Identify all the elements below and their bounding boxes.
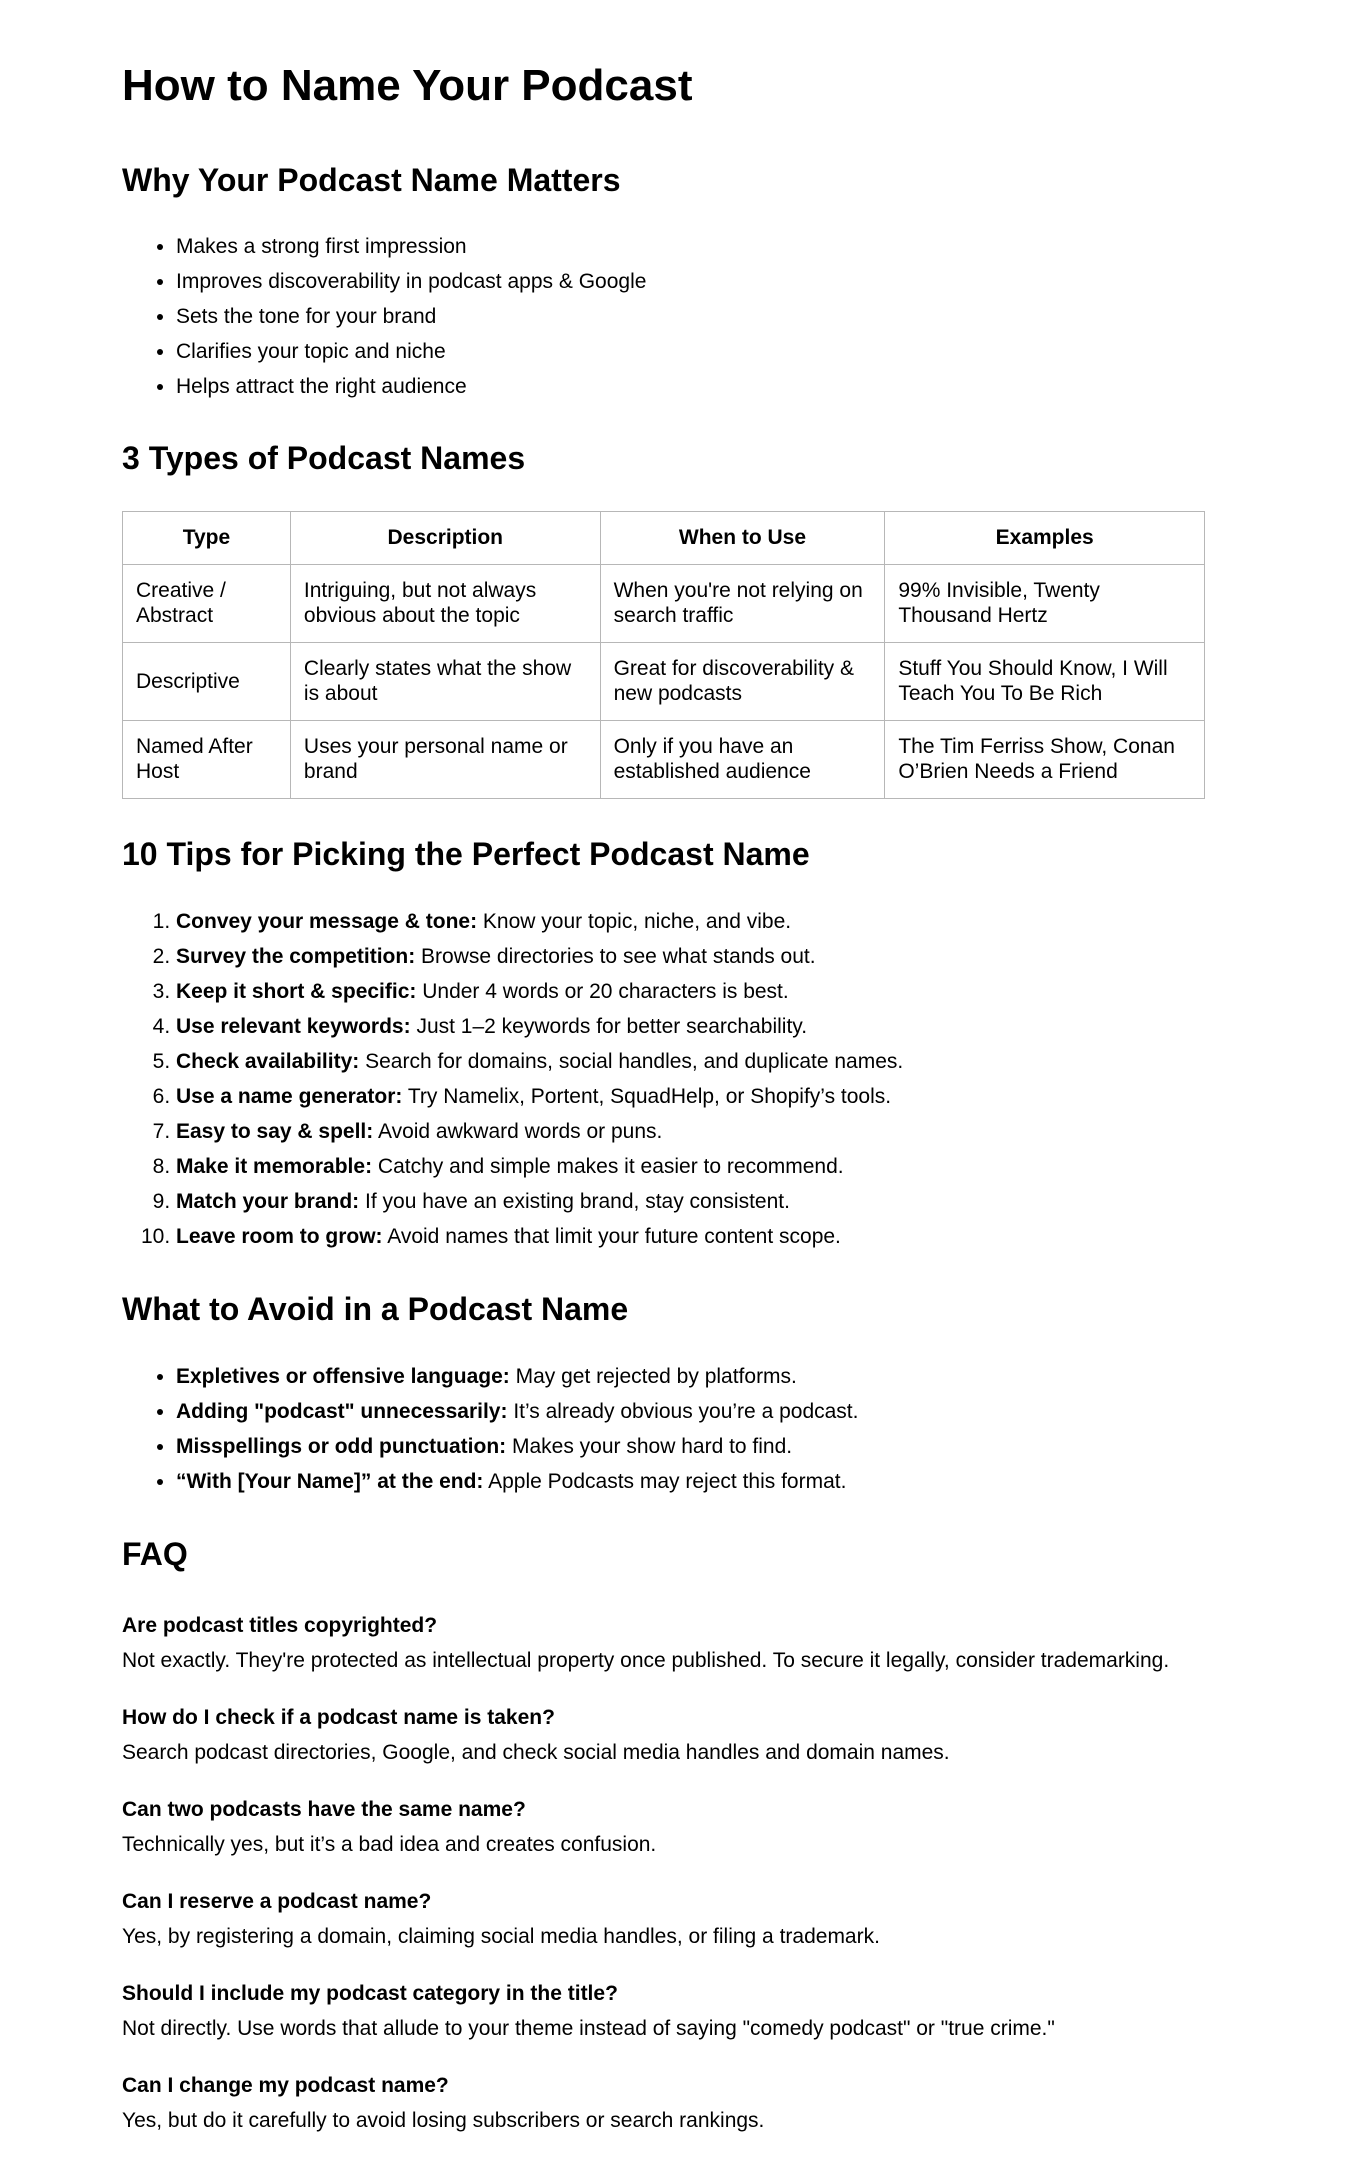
table-row (123, 720, 1205, 798)
avoid-label: “With [Your Name]” at the end: (176, 1470, 484, 1494)
table-cell: Intriguing, but not always obvious about the topic (290, 564, 600, 642)
list-item (176, 1219, 1212, 1254)
avoid-text: May get rejected by platforms. (509, 1365, 797, 1389)
tip-text: Catchy and simple makes it easier to recommend. (372, 1154, 844, 1178)
list-item (176, 939, 1212, 974)
faq-item (122, 1976, 1212, 2046)
faq-question: Are podcast titles copyrighted? (122, 1613, 438, 1637)
faq-item (122, 1884, 1212, 1954)
avoid-list (122, 1359, 1212, 1499)
tip-text: Try Namelix, Portent, SquadHelp, or Shopify’s tools. (402, 1084, 892, 1108)
tip-text: If you have an existing brand, stay consistent. (359, 1189, 790, 1213)
table-cell: Named After Host (123, 720, 291, 798)
list-item (176, 1079, 1212, 1114)
section-heading-tips: 10 Tips for Picking the Perfect Podcast Name (122, 835, 810, 872)
table-cell: Descriptive (123, 642, 291, 720)
column-header-type: Type (123, 511, 291, 564)
section-heading-types: 3 Types of Podcast Names (122, 440, 526, 477)
faq-question: Should I include my podcast category in the title? (122, 1981, 618, 2005)
table-cell: When you're not relying on search traffic (600, 564, 885, 642)
column-header-description: Description (290, 511, 600, 564)
table-cell: Only if you have an established audience (600, 720, 885, 798)
faq-list (122, 1608, 1212, 2138)
tip-label: Leave room to grow: (176, 1224, 383, 1248)
tip-text: Know your topic, niche, and vibe. (477, 909, 792, 933)
list-item (176, 1114, 1212, 1149)
tip-text: Avoid awkward words or puns. (373, 1119, 663, 1143)
tip-label: Survey the competition: (176, 944, 416, 968)
table-row (123, 642, 1205, 720)
tip-text: Search for domains, social handles, and duplicate names. (359, 1049, 904, 1073)
faq-answer: Yes, by registering a domain, claiming social media handles, or filing a trademark. (122, 1924, 880, 1948)
faq-question: Can two podcasts have the same name? (122, 1797, 526, 1821)
section-heading-faq: FAQ (122, 1536, 188, 1573)
page-title: How to Name Your Podcast (122, 61, 693, 110)
faq-item (122, 1700, 1212, 1770)
avoid-label: Misspellings or odd punctuation: (176, 1435, 507, 1459)
list-item (176, 1044, 1212, 1079)
table-cell: Uses your personal name or brand (290, 720, 600, 798)
avoid-text: Makes your show hard to find. (506, 1435, 793, 1459)
table-header-row (123, 511, 1205, 564)
list-item (176, 1009, 1212, 1044)
faq-answer: Not exactly. They're protected as intellectual property once published. To secure it legally, consider trademarking. (122, 1648, 1170, 1672)
list-item (176, 1429, 1212, 1464)
tip-label: Make it memorable: (176, 1154, 373, 1178)
avoid-text: Apple Podcasts may reject this format. (483, 1470, 847, 1494)
faq-question: Can I change my podcast name? (122, 2073, 449, 2097)
faq-answer: Technically yes, but it’s a bad idea and creates confusion. (122, 1832, 657, 1856)
tip-label: Match your brand: (176, 1189, 360, 1213)
faq-question: Can I reserve a podcast name? (122, 1889, 432, 1913)
list-item: • Clarifies your topic and niche (176, 334, 1212, 369)
faq-item (122, 1792, 1212, 1862)
tip-label: Easy to say & spell: (176, 1119, 374, 1143)
tip-text: Browse directories to see what stands out. (415, 944, 816, 968)
avoid-label: Expletives or offensive language: (176, 1365, 510, 1389)
table-cell: Creative / Abstract (123, 564, 291, 642)
section-heading-why: Why Your Podcast Name Matters (122, 161, 621, 198)
avoid-text: It’s already obvious you’re a podcast. (507, 1400, 859, 1424)
table-cell: Stuff You Should Know, I Will Teach You To Be Rich (885, 642, 1205, 720)
list-item: • Makes a strong first impression (176, 229, 1212, 264)
list-item: • Sets the tone for your brand (176, 299, 1212, 334)
tip-label: Keep it short & specific: (176, 979, 417, 1003)
list-item: • Improves discoverability in podcast apps & Google (176, 264, 1212, 299)
tip-text: Under 4 words or 20 characters is best. (416, 979, 789, 1003)
faq-item (122, 2068, 1212, 2138)
tip-text: Just 1–2 keywords for better searchability. (410, 1014, 808, 1038)
table-cell: Clearly states what the show is about (290, 642, 600, 720)
table-cell: The Tim Ferriss Show, Conan O’Brien Needs a Friend (885, 720, 1205, 798)
table-row (123, 564, 1205, 642)
tip-label: Check availability: (176, 1049, 360, 1073)
faq-question: How do I check if a podcast name is taken? (122, 1705, 555, 1729)
faq-item (122, 1608, 1212, 1678)
list-item: • Helps attract the right audience (176, 369, 1212, 404)
tip-label: Convey your message & tone: (176, 909, 478, 933)
faq-answer: Search podcast directories, Google, and check social media handles and domain names. (122, 1740, 950, 1764)
list-item (176, 1184, 1212, 1219)
table-cell: 99% Invisible, Twenty Thousand Hertz (885, 564, 1205, 642)
list-item (176, 904, 1212, 939)
list-item (176, 1149, 1212, 1184)
faq-answer: Yes, but do it carefully to avoid losing subscribers or search rankings. (122, 2108, 765, 2132)
list-item (176, 1394, 1212, 1429)
faq-answer: Not directly. Use words that allude to your theme instead of saying "comedy podcast" or "true crime." (122, 2016, 1055, 2040)
tip-label: Use relevant keywords: (176, 1014, 411, 1038)
section-heading-avoid: What to Avoid in a Podcast Name (122, 1290, 629, 1327)
tip-text: Avoid names that limit your future content scope. (382, 1224, 841, 1248)
list-item (176, 974, 1212, 1009)
tip-label: Use a name generator: (176, 1084, 403, 1108)
table-cell: Great for discoverability & new podcasts (600, 642, 885, 720)
why-list (122, 229, 1212, 404)
avoid-label: Adding "podcast" unnecessarily: (176, 1400, 508, 1424)
list-item (176, 1464, 1212, 1499)
list-item (176, 1359, 1212, 1394)
tips-list (122, 904, 1212, 1254)
types-table (122, 511, 1205, 799)
column-header-examples: Examples (885, 511, 1205, 564)
column-header-when-to-use: When to Use (600, 511, 885, 564)
